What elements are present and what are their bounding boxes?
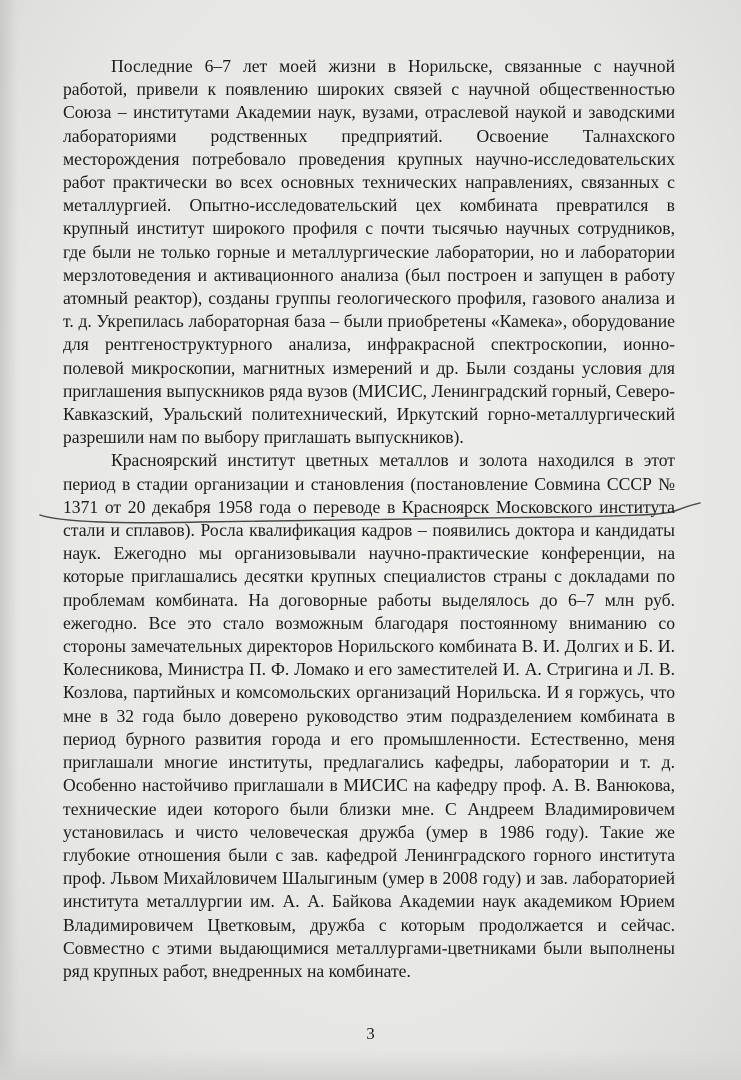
page-shadow-left <box>0 0 18 1080</box>
body-text <box>63 55 675 983</box>
page-number: 3 <box>366 1024 375 1043</box>
page-shadow-bottom <box>0 1050 741 1080</box>
paragraph-2: Красноярский институт цветных металлов и золота находился в этот период в стадии организации и становления (постановление Совмина СССР № 1371 от 20 декабря 1958 года о переводе в Красноярск Московского института стали и сплавов). Росла квалификация кадров – появились доктора и кандидаты наук. Ежегодно мы организовывали научно-практические конференции, на которые приглашались десятки крупных специалистов страны с докладами по проблемам комбината. На договорные работы выделялось до 6–7 млн руб. ежегодно. Все это стало возможным благодаря постоянному вниманию со стороны замечательных директоров Норильского комбината В. И. Долгих и Б. И. Колесникова, Министра П. Ф. Ломако и его заместителей И. А. Стригина и Л. В. Козлова, партийных и комсомольских организаций Норильска. И я горжусь, что мне в 32 года было доверено руководство этим подразделением комбината в период бурного развития города и его промышленности. Естественно, меня приглашали многие институты, предлагались кафедры, лаборатории и т. д. Особенно настойчиво приглашали в МИСИС на кафедру проф. А. В. Ванюкова, технические идеи которого были близки мне. С Андреем Владимировичем установилась и чисто человеческая дружба (умер в 1986 году). Такие же глубокие отношения были с зав. кафедрой Ленинградского горного института проф. Львом Михайловичем Шалыгиным (умер в 2008 году) и зав. лабораторией института металлургии им. А. А. Байкова Академии наук академиком Юрием Владимировичем Цветковым, дружба с которым продолжается и сейчас. Совместно с этими выдающимися металлургами-цветниками были выполнены ряд крупных работ, внедренных на комбинате. <box>63 450 675 981</box>
paragraph-1: Последние 6–7 лет моей жизни в Норильске, связанные с научной работой, привели к появлению широких связей с научной общественностью Союза – институтами Академии наук, вузами, отраслевой наукой и заводскими лабораториями родственных предприятий. Освоение Талнахского месторождения потребовало проведения крупных научно-исследовательских работ практически во всех основных технических направлениях, связанных с металлургией. Опытно-исследовательский цех комбината превратился в крупный институт широкого профиля с почти тысячью научных сотрудников, где были не только горные и металлургические лаборатории, но и лаборатории мерзлотоведения и активационного анализа (был построен и запущен в работу атомный реактор), созданы группы геологического профиля, газового анализа и т. д. Укрепилась лабораторная база – были приобретены «Камека», оборудование для рентгеноструктурного анализа, инфракрасной спектроскопии, ионно-полевой микроскопии, магнитных измерений и др. Были созданы условия для приглашения выпускников ряда вузов (МИСИС, Ленинградский горный, Северо-Кавказский, Уральский политехнический, Иркутский горно-металлургический разрешили нам по выбору приглашать выпускников). <box>63 56 675 448</box>
